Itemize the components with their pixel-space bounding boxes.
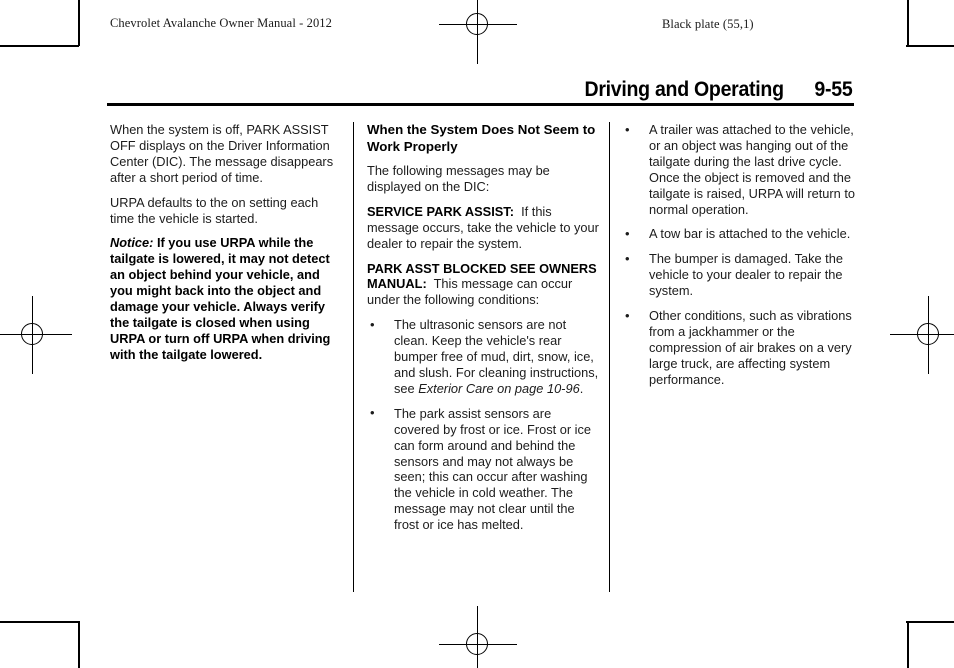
crop-mark-bottom-left-horizontal [0,621,79,623]
list-item-text: The park assist sensors are covered by frost or ice. Frost or ice can form around and behind the sensors and may not always be seen; this can occur after washing the vehicle in cold weather. The message may not clear until the frost or ice has melted. [394,405,591,533]
paragraph-intro-messages: The following messages may be displayed on the DIC: [367,163,550,194]
bullet-icon: • [625,250,630,266]
registration-mark-left-icon [0,296,72,374]
list-item [367,406,599,533]
list-item [622,251,865,299]
crop-mark-bottom-right-horizontal [906,621,954,623]
column-divider-2 [609,122,610,592]
title-rule-divider [107,103,854,106]
message-park-asst-blocked [367,261,599,309]
notice-text: If you use URPA while the tailgate is lowered, it may not detect an object behind your vehicle, and you might back into the object and damage your vehicle. Always verify the tailgate is closed when using URPA or turn off URPA when driving with the tailgate lowered. [110,235,331,362]
text-column-1 [110,122,342,372]
message-service-park-assist-text: If this message occurs, take the vehicle to your dealer to repair the system. [367,203,599,251]
message-service-park-assist [367,204,599,252]
page-title [110,78,854,102]
spacer-2 [427,276,434,291]
registration-mark-right-icon [890,296,954,374]
message-service-park-assist-label: SERVICE PARK ASSIST: [367,203,514,219]
bullet-icon: • [370,405,375,421]
bullet-icon: • [625,225,630,241]
bullet-icon: • [625,121,630,137]
cross-reference-link[interactable]: Exterior Care on page 10-96 [418,380,580,396]
bullet-icon: • [625,307,630,323]
column-divider-1 [353,122,354,592]
running-head-plate-info: Black plate (55,1) [662,17,754,31]
list-item-text: A trailer was attached to the vehicle, or an object was hanging out of the tailgate during the last drive cycle. Once the object is removed and the tailgate is raised, URPA will return to normal operation. [649,122,856,217]
crop-mark-top-left-vertical [78,0,80,46]
notice-block [110,235,342,362]
list-item [367,317,599,397]
bullet-icon: • [370,316,375,332]
text-column-2 [367,122,599,533]
registration-mark-bottom-icon [439,606,517,668]
paragraph-urpa-defaults: URPA defaults to the on setting each time the vehicle is started. [110,194,319,226]
registration-mark-top-icon [439,0,517,64]
list-item [622,308,865,388]
conditions-list-part-1 [367,317,599,533]
crop-mark-top-right-vertical [907,0,909,46]
list-item-text-tail: . [579,380,584,396]
message-park-asst-blocked-text: This message can occur under the following conditions: [367,276,573,308]
conditions-list-part-2 [622,122,865,388]
message-park-asst-blocked-label: PARK ASST BLOCKED SEE OWNERS MANUAL: [367,260,597,292]
list-item [622,122,865,217]
running-head-manual-title: Chevrolet Avalanche Owner Manual - 2012 [110,16,333,30]
crop-mark-bottom-left-vertical [78,621,80,668]
paragraph-system-off: When the system is off, PARK ASSIST OFF displays on the Driver Information Center (DIC). The message disappears after a short period of time. [110,122,334,185]
crop-mark-top-left-horizontal [0,45,79,47]
list-item-text: The bumper is damaged. Take the vehicle to your dealer to repair the system. [649,251,843,299]
crop-mark-bottom-right-vertical [907,621,909,668]
page-number: 9-55 [814,78,853,101]
section-heading: When the System Does Not Seem to Work Properly [367,122,596,154]
list-item [622,226,865,242]
text-column-3 [622,122,865,388]
chapter-title-text: Driving and Operating [584,78,784,101]
notice-label: Notice: [110,235,154,251]
list-item-text: A tow bar is attached to the vehicle. [649,226,851,242]
list-item-text: Other conditions, such as vibrations from a jackhammer or the compression of air brakes on a very large truck, are affecting system performance. [649,308,852,387]
list-item-text: The ultrasonic sensors are not clean. Keep the vehicle's rear bumper free of mud, dirt, snow, ice, and slush. For cleaning instructions, see [394,317,599,396]
crop-mark-top-right-horizontal [906,45,954,47]
